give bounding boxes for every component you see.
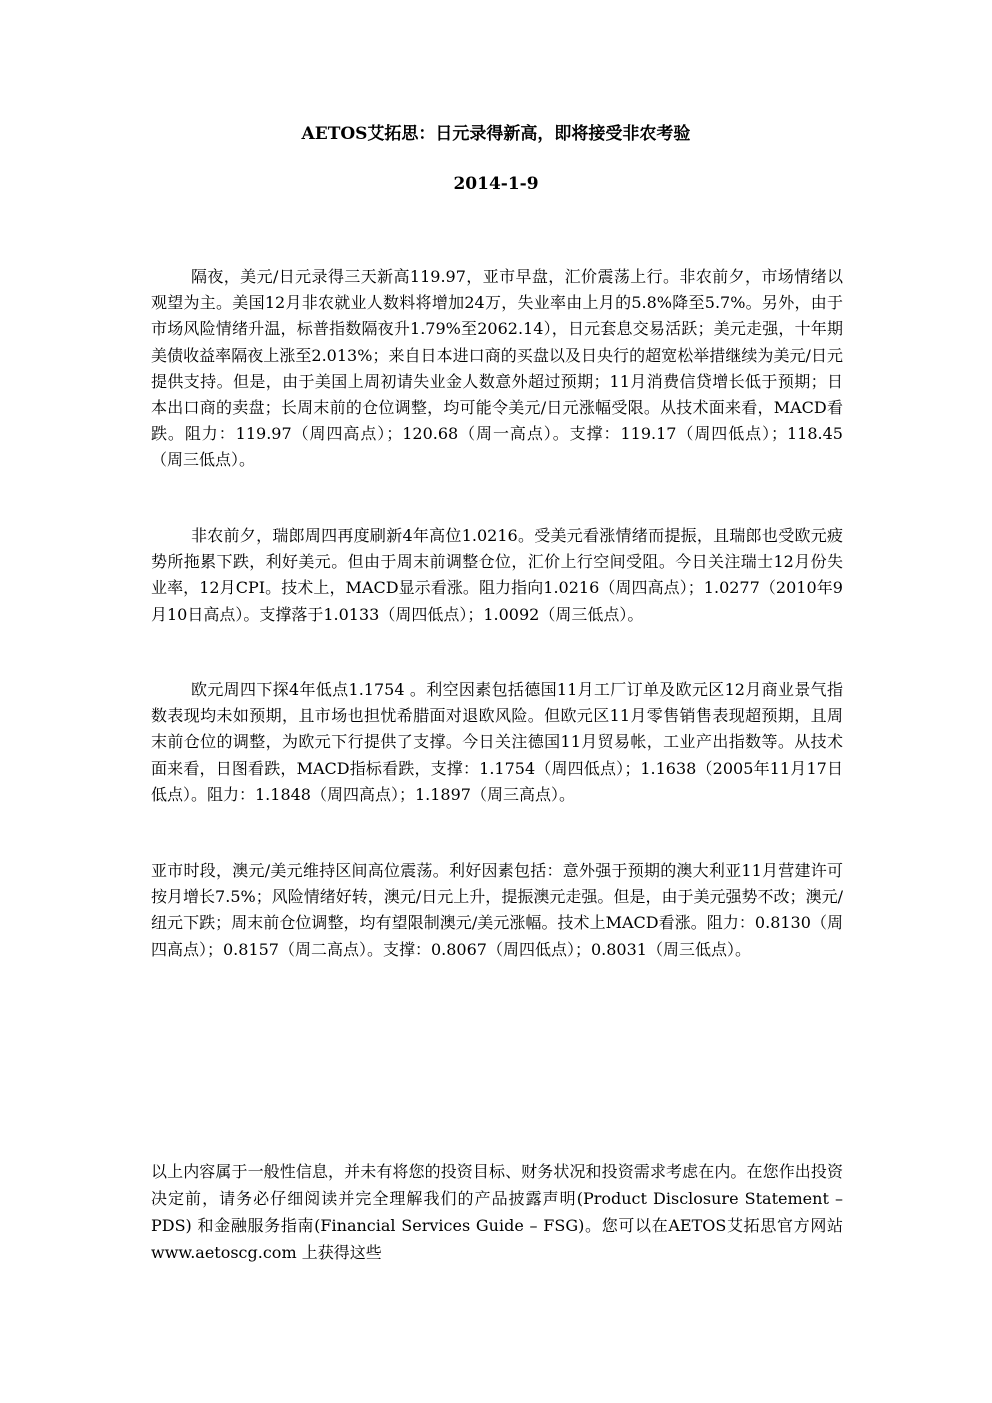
document-title: AETOS艾拓思：日元录得新高，即将接受非农考验 (301, 124, 691, 144)
paragraph-eurusd: 欧元周四下探4年低点1.1754 。利空因素包括德国11月工厂订单及欧元区12月商业景气指数表现均未如预期，且市场也担忧希腊面对退欧风险。但欧元区11月零售销售表现超预期，且周末前仓位的调整，为欧元下行提供了支撑。今日关注德国11月贸易帐，工业产出指数等。从技术面来看，日图看跌，MACD指标看跌，支撑：1.1754（周四低点）；1.1638（2005年11月17日低点）。阻力：1.1848（周四高点）；1.1897（周三高点）。 (151, 680, 843, 804)
paragraph-usdchf: 非农前夕，瑞郎周四再度刷新4年高位1.0216。受美元看涨情绪而提振，且瑞郎也受欧元疲势所拖累下跌，利好美元。但由于周末前调整仓位，汇价上行空间受阻。今日关注瑞士12月份失业率，12月CPI。技术上，MACD显示看涨。阻力指向1.0216（周四高点）；1.0277（2010年9月10日高点）。支撑落于1.0133（周四低点）；1.0092（周三低点）。 (151, 526, 843, 624)
document-date: 2014-1-9 (453, 174, 539, 194)
disclaimer-text: 以上内容属于一般性信息，并未有将您的投资目标、财务状况和投资需求考虑在内。在您作出投资决定前，请务必仔细阅读并完全理解我们的产品披露声明(Product Disclosure Statement – PDS) 和金融服务指南(Financial Services Guide – FSG)。您可以在AETOS艾拓思官方网站www.aetoscg.com 上获得这些 (151, 1162, 843, 1262)
paragraph-usdjpy: 隔夜，美元/日元录得三天新高119.97，亚市早盘，汇价震荡上行。非农前夕，市场情绪以观望为主。美国12月非农就业人数料将增加24万，失业率由上月的5.8%降至5.7%。另外，由于市场风险情绪升温，标普指数隔夜升1.79%至2062.14），日元套息交易活跃；美元走强，十年期美债收益率隔夜上涨至2.013%；来自日本进口商的买盘以及日央行的超宽松举措继续为美元/日元提供支持。但是，由于美国上周初请失业金人数意外超过预期；11月消费信贷增长低于预期；日本出口商的卖盘；长周末前的仓位调整，均可能令美元/日元涨幅受限。从技术面来看，MACD看跌。阻力：119.97（周四高点）；120.68（周一高点）。支撑：119.17（周四低点）；118.45（周三低点）。 (151, 267, 843, 470)
paragraph-audusd: 亚市时段，澳元/美元维持区间高位震荡。利好因素包括：意外强于预期的澳大利亚11月营建许可按月增长7.5%；风险情绪好转，澳元/日元上升，提振澳元走强。但是，由于美元强势不改；澳元/纽元下跌；周末前仓位调整，均有望限制澳元/美元涨幅。技术上MACD看涨。阻力：0.8130（周四高点）；0.8157（周二高点）。支撑：0.8067（周四低点）；0.8031（周三低点）。 (151, 861, 843, 959)
